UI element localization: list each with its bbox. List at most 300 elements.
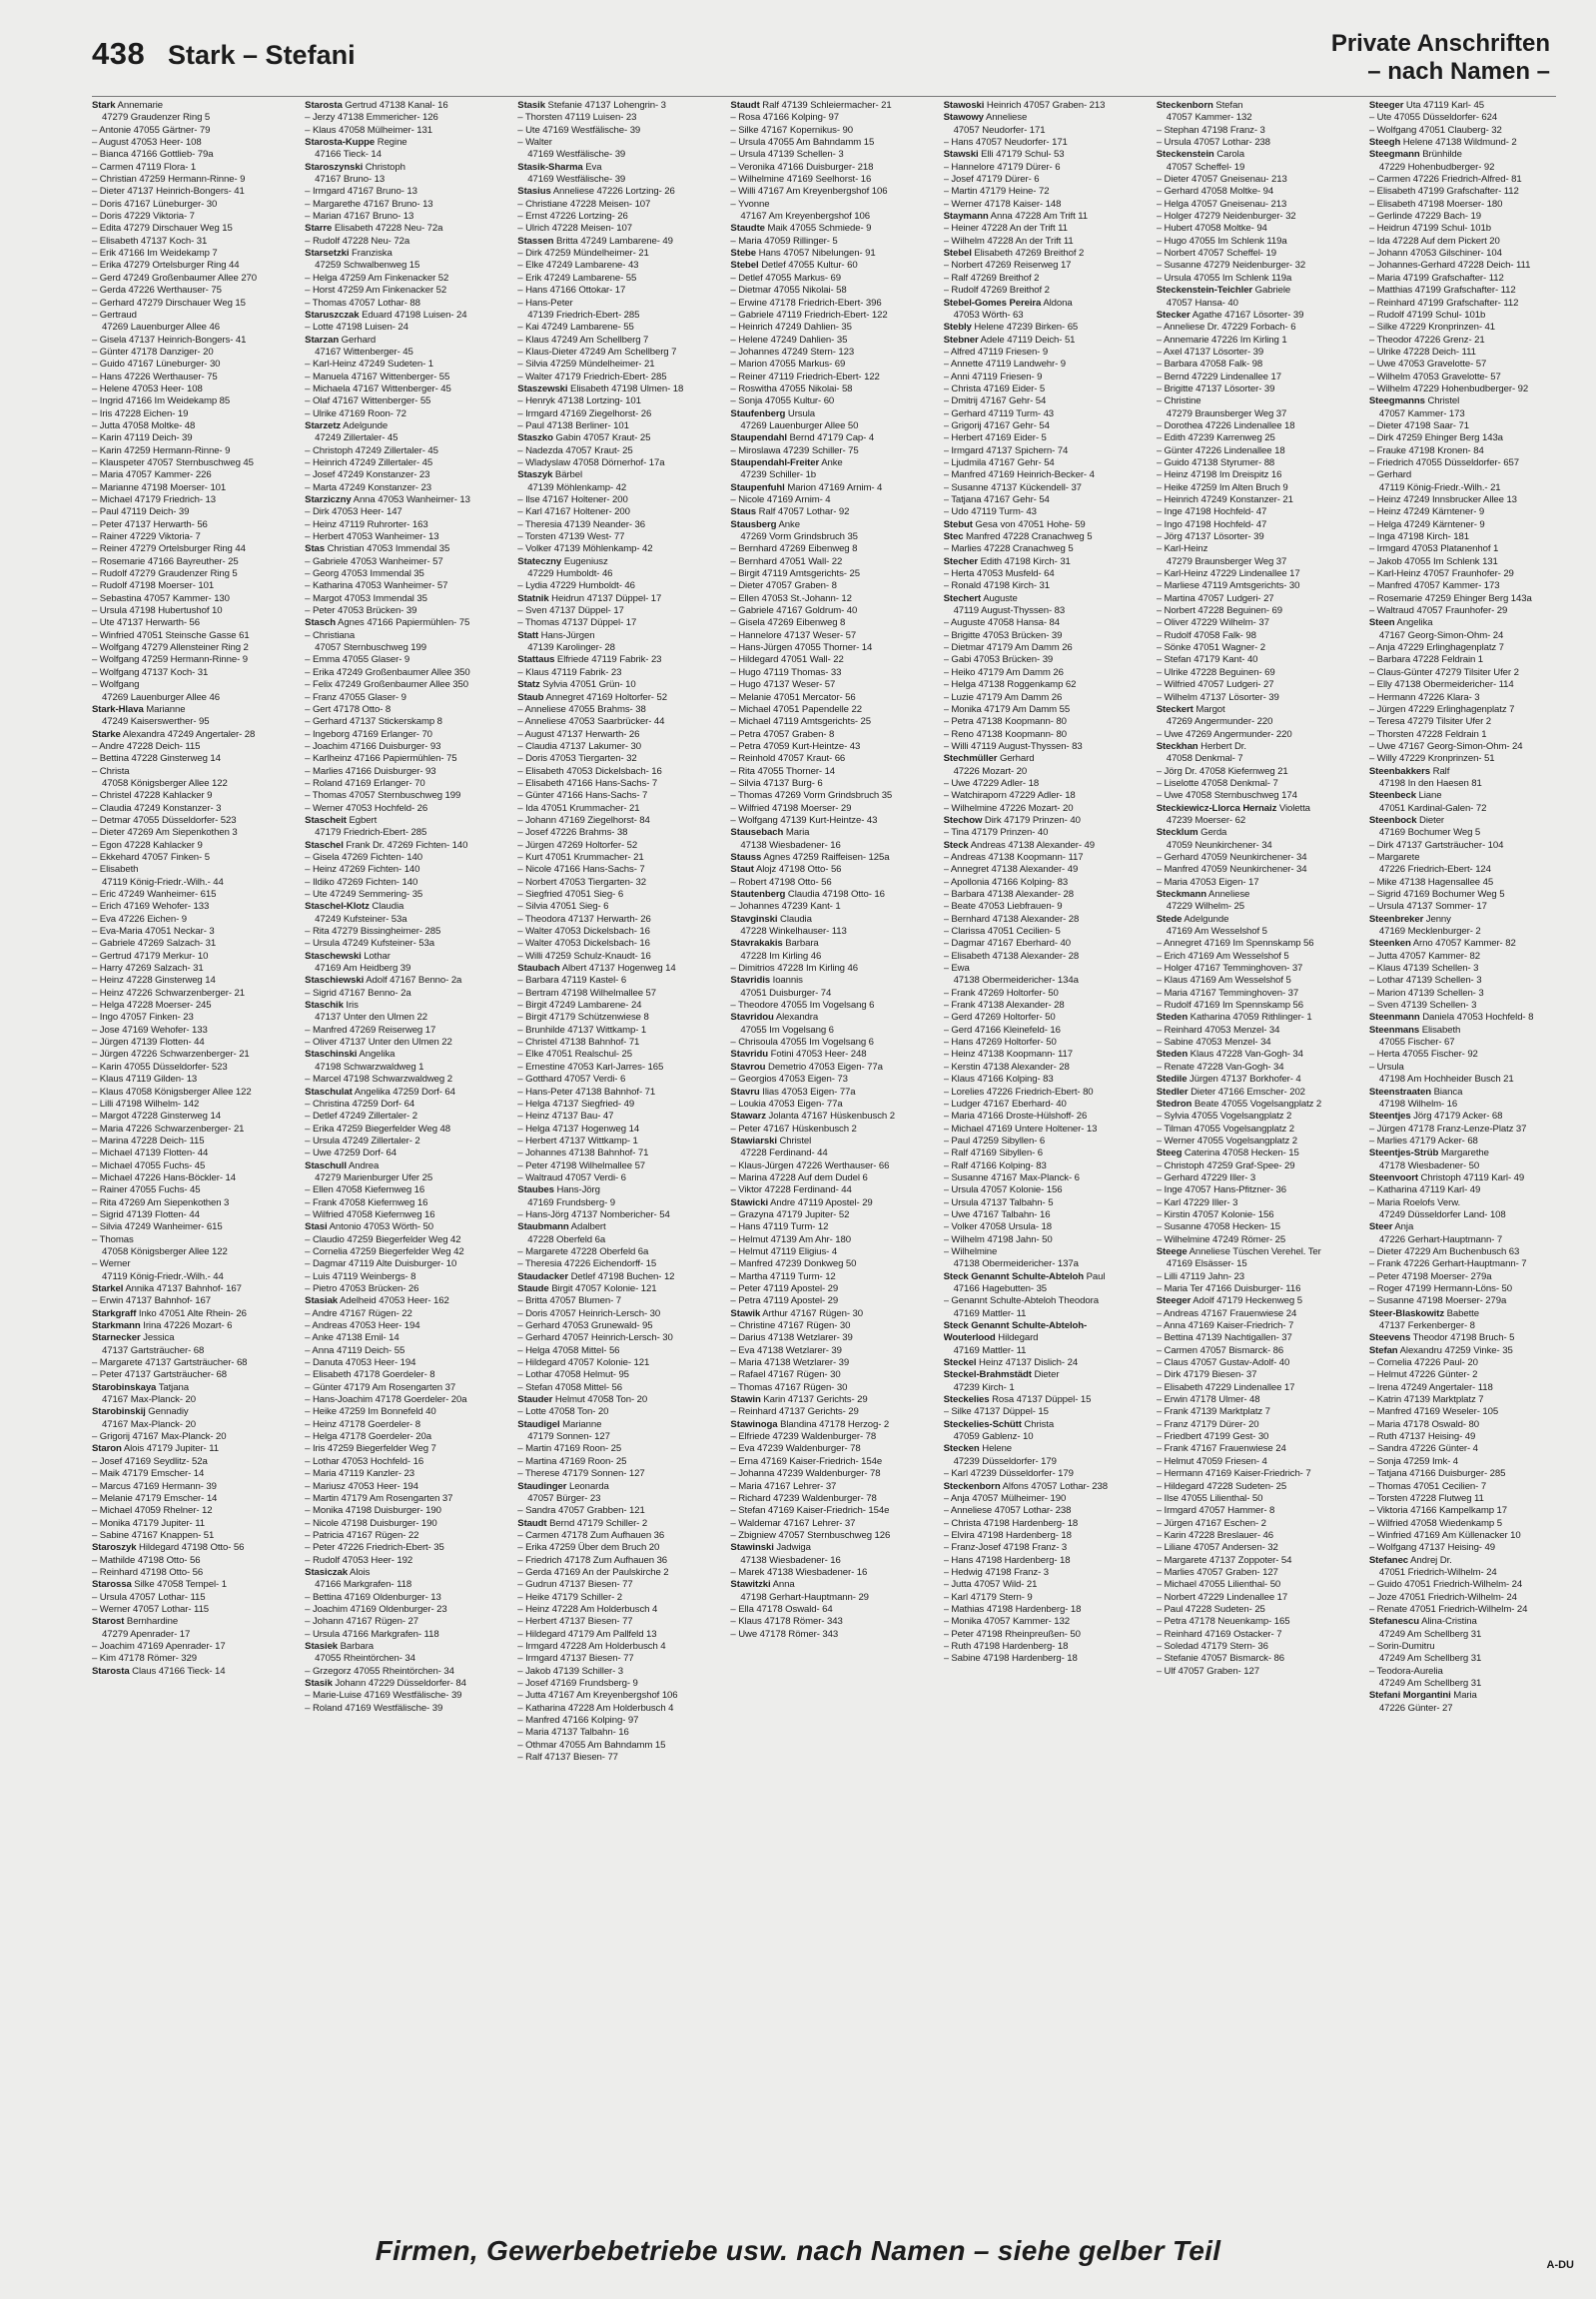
listing-entry	[730, 704, 937, 716]
listing-entry	[92, 1604, 299, 1616]
listing-text: – Anneliese 47057 Lothar- 238	[943, 1505, 1072, 1517]
listing-text: – Uwe 47053 Gravelotte- 57	[1368, 359, 1487, 371]
listing-entry	[730, 716, 937, 728]
listing-text: – Andre 47228 Deich- 115	[92, 740, 201, 752]
listing-entry	[92, 642, 299, 654]
listing-text: – Ingeborg 47169 Erlanger- 70	[305, 728, 432, 740]
listing-text: – Ursula 47139 Schellen- 3	[730, 149, 844, 161]
listing-text: 47198 Am Hochheider Busch 21	[1378, 1074, 1514, 1086]
listing-text: – Gerd 47269 Holtorfer- 50	[943, 1012, 1056, 1024]
listing-text: – Ursula	[1368, 1061, 1404, 1073]
surname-entry	[517, 1419, 724, 1431]
listing-entry	[517, 1000, 724, 1012]
listing-entry	[92, 692, 299, 704]
listing-text: – Michael 47226 Hans-Böckler- 14	[92, 1171, 236, 1183]
surname: Starke	[92, 728, 121, 740]
listing-text: – Ronald 47198 Kirch- 31	[943, 580, 1050, 592]
listing-entry	[944, 852, 1151, 864]
surname-entry	[517, 383, 724, 395]
listing-entry	[517, 568, 724, 580]
listing-entry	[517, 901, 724, 913]
listing-text: – Erna 47169 Kaiser-Friedrich- 154e	[730, 1455, 883, 1467]
surname: Stefanec	[1368, 1554, 1409, 1566]
listing-entry	[517, 864, 724, 876]
listing-text: – Mathias 47198 Hardenberg- 18	[943, 1603, 1082, 1615]
listing-text: Antonio 47053 Wörth- 50	[327, 1221, 433, 1233]
listing-text: – Maria Roelofs Verw.	[1368, 1196, 1461, 1208]
listing-entry	[1369, 692, 1576, 704]
listing-entry	[730, 174, 937, 186]
listing-entry	[944, 137, 1151, 149]
listing-entry	[92, 1234, 299, 1246]
listing-entry	[944, 408, 1151, 420]
listing-entry	[305, 199, 511, 211]
listing-text: Ralf	[1430, 765, 1450, 777]
surname: Steckiewicz-Llorca Hernaiz	[1156, 802, 1277, 814]
listing-entry	[92, 1431, 299, 1443]
listing-text: – Soledad 47179 Stern- 36	[1156, 1640, 1268, 1652]
listing-text: – Brunhilde 47137 Wittkamp- 1	[517, 1024, 647, 1036]
listing-text: – Martina 47169 Roon- 25	[517, 1455, 627, 1467]
listing-text: – Marlies 47057 Graben- 127	[1156, 1566, 1278, 1578]
listing-entry	[92, 125, 299, 137]
listing-entry	[1157, 568, 1363, 580]
listing-text: – Dirk 47259 Mündelheimer- 21	[517, 248, 649, 260]
listing-entry	[92, 482, 299, 494]
listing-entry	[305, 372, 511, 383]
listing-entry	[92, 593, 299, 605]
surname-entry	[305, 137, 511, 149]
surname-entry	[1369, 766, 1576, 778]
listing-text: – Elly 47138 Obermeidericher- 114	[1368, 679, 1514, 691]
surname-entry	[1157, 827, 1363, 839]
listing-text: – Peter 47053 Brücken- 39	[305, 605, 417, 617]
listing-entry	[92, 236, 299, 248]
listing-text: – Mathilde 47198 Otto- 56	[92, 1554, 201, 1566]
listing-text: Alexandra 47249 Angertaler- 28	[120, 728, 256, 740]
listing-entry	[1369, 174, 1576, 186]
surname: Stavridu	[730, 1049, 769, 1061]
listing-text: Elisabeth 47228 Neu- 72a	[332, 223, 443, 235]
listing-entry	[517, 1160, 724, 1172]
listing-text: 47198 In den Haesen 81	[1378, 777, 1482, 789]
listing-text: – Doris 47057 Heinrich-Lersch- 30	[517, 1307, 661, 1319]
listing-text: – Karin 47119 Deich- 39	[92, 432, 193, 444]
listing-text: – Maria 47167 Lehrer- 37	[730, 1480, 837, 1492]
listing-entry	[305, 1592, 511, 1604]
listing-text: Christa	[1021, 1418, 1055, 1430]
listing-entry	[517, 1456, 724, 1468]
listing-text: – Wolfgang	[92, 679, 140, 691]
surname-entry	[1157, 1246, 1363, 1258]
listing-entry	[92, 137, 299, 149]
listing-text: Jolanta 47167 Hüskenbusch 2	[765, 1111, 895, 1123]
surname-entry	[305, 815, 511, 827]
listing-text: – Theresia 47139 Neander- 36	[517, 518, 645, 530]
listing-entry	[944, 1567, 1151, 1579]
listing-text: 47059 Gablenz- 10	[953, 1431, 1034, 1443]
listing-entry	[92, 1369, 299, 1381]
listing-text: – Karl 47167 Holtener- 200	[517, 506, 630, 518]
listing-text: – August 47053 Heer- 108	[92, 137, 202, 149]
listing-text: – Miroslawa 47239 Schiller- 75	[730, 444, 859, 456]
listing-text: – Ulrike 47228 Beguinen- 69	[1156, 666, 1275, 678]
listing-text: Helmut 47058 Ton- 20	[552, 1394, 648, 1406]
listing-entry	[730, 988, 937, 1000]
listing-entry	[1369, 901, 1576, 913]
listing-entry	[517, 372, 724, 383]
listing-entry	[517, 1025, 724, 1037]
listing-entry	[305, 531, 511, 543]
listing-text: – Maria 47138 Wetzlarer- 39	[730, 1357, 850, 1369]
listing-entry	[305, 864, 511, 876]
listing-entry	[1369, 1062, 1576, 1074]
surname-entry	[730, 864, 937, 876]
surname: Steckelies	[943, 1394, 990, 1406]
surname: Staudt	[730, 100, 760, 111]
listing-entry	[944, 420, 1151, 432]
listing-entry	[305, 1074, 511, 1086]
listing-entry	[730, 729, 937, 741]
surname: Stechow	[943, 814, 983, 826]
listing-entry	[944, 1258, 1151, 1270]
listing-entry	[1369, 951, 1576, 963]
listing-text: – Werner 47053 Hochfeld- 26	[305, 802, 428, 814]
listing-text: 47249 Am Schellberg 31	[1378, 1628, 1482, 1640]
listing-entry	[517, 273, 724, 285]
listing-text: Eugeniusz	[561, 555, 608, 567]
listing-entry	[1157, 1431, 1363, 1443]
surname: Stattaus	[517, 654, 555, 666]
listing-entry	[517, 704, 724, 716]
listing-text: – Nadezda 47057 Kraut- 25	[517, 444, 633, 456]
listing-text: – Norbert 47229 Lindenallee 17	[1156, 1591, 1288, 1603]
listing-entry	[944, 951, 1151, 963]
listing-text: – Christiana	[305, 629, 356, 641]
surname-entry	[517, 963, 724, 975]
listing-text: – Jürgen 47139 Flotten- 44	[92, 1037, 205, 1049]
listing-text: – Monika 47057 Kammer- 132	[943, 1616, 1071, 1628]
listing-entry	[1369, 1000, 1576, 1012]
listing-entry	[1157, 1592, 1363, 1604]
listing-entry	[944, 1087, 1151, 1099]
listing-entry	[1369, 186, 1576, 198]
listing-text: Irina 47226 Mozart- 6	[140, 1320, 233, 1332]
listing-text: – Melanie 47179 Emscher- 14	[92, 1492, 218, 1504]
listing-text: – Dieter 47057 Graben- 8	[730, 580, 837, 592]
listing-entry	[944, 1308, 1151, 1320]
listing-entry	[305, 692, 511, 704]
listing-entry	[1369, 322, 1576, 334]
listing-entry	[730, 494, 937, 506]
listing-text: – Waldemar 47167 Lehrer- 37	[730, 1517, 856, 1529]
listing-entry	[305, 988, 511, 1000]
listing-text: – Renate 47228 Van-Gogh- 34	[1156, 1061, 1284, 1073]
surname-entry	[944, 112, 1151, 124]
listing-entry	[944, 1025, 1151, 1037]
surname-entry	[305, 840, 511, 852]
listing-entry	[1157, 162, 1363, 174]
listing-entry	[92, 963, 299, 975]
listing-text: – Gudrun 47137 Biesen- 77	[517, 1579, 633, 1591]
listing-entry	[517, 840, 724, 852]
listing-text: – Iris 47259 Biegerfelder Weg 7	[305, 1443, 436, 1455]
surname-entry	[517, 1184, 724, 1196]
listing-text: – Silvia 47051 Sieg- 6	[517, 901, 609, 913]
listing-entry	[305, 1012, 511, 1024]
listing-entry	[517, 248, 724, 260]
listing-text: – Irmgard 47137 Spichern- 74	[943, 444, 1069, 456]
listing-text: – Joachim 47169 Apenrader- 17	[92, 1640, 226, 1652]
listing-entry	[730, 1258, 937, 1270]
listing-text: – Ralf 47137 Biesen- 77	[517, 1752, 618, 1764]
listing-entry	[944, 1160, 1151, 1172]
listing-text: – Bianca 47166 Gottlieb- 79a	[92, 149, 214, 161]
listing-text: – Michael 47055 Fuchs- 45	[92, 1159, 206, 1171]
listing-text: – Klaus 47058 Mülheimer- 131	[305, 124, 432, 136]
listing-text: – Irmgard 47057 Hammer- 8	[1156, 1505, 1275, 1517]
listing-entry	[517, 1369, 724, 1381]
listing-text: – Karl 47239 Düsseldorfer- 179	[943, 1468, 1074, 1480]
listing-text: – Jürgen 47229 Erlinghagenplatz 7	[1368, 703, 1515, 715]
listing-text: 47169 Am Heidberg 39	[315, 963, 411, 975]
listing-text: Arno 47057 Kammer- 82	[1410, 938, 1516, 950]
listing-entry	[944, 568, 1151, 580]
surname: Statz	[517, 679, 540, 691]
listing-text: – Guido 47167 Lüneburger- 30	[92, 359, 221, 371]
listing-entry	[730, 1234, 937, 1246]
surname: Steentjes	[1368, 1111, 1411, 1123]
listing-entry	[944, 1604, 1151, 1616]
listing-text: – Franz-Josef 47198 Franz- 3	[943, 1542, 1068, 1554]
surname-entry	[305, 310, 511, 322]
surname-entry	[1369, 1332, 1576, 1344]
listing-text: 47167 Wittenberger- 45	[315, 346, 413, 358]
listing-entry	[1369, 199, 1576, 211]
listing-text: – Anneliese 47055 Brahms- 38	[517, 703, 646, 715]
listing-entry	[944, 1295, 1151, 1307]
listing-text: – Josef 47249 Konstanzer- 23	[305, 469, 430, 481]
listing-text: – Jörg 47137 Lösorter- 39	[1156, 531, 1264, 543]
listing-text: – Hedwig 47198 Franz- 3	[943, 1566, 1049, 1578]
listing-entry	[92, 248, 299, 260]
listing-text: – Ursula 47249 Zillertaler- 2	[305, 1135, 420, 1147]
listing-text: – Günter 47179 Am Rosengarten 37	[305, 1381, 456, 1393]
listing-entry	[944, 827, 1151, 839]
listing-text: – Christian 47259 Hermann-Rinne- 9	[92, 174, 246, 186]
listing-text: – Gerhard 47119 Turm- 43	[943, 407, 1055, 419]
surname-entry	[517, 236, 724, 248]
listing-text: – Tatjana 47166 Duisburger- 285	[1368, 1468, 1506, 1480]
listing-text: – Gisela 47269 Eibenweg 8	[730, 617, 846, 629]
surname-entry	[517, 1271, 724, 1283]
listing-entry	[1369, 1074, 1576, 1086]
listing-entry	[1157, 445, 1363, 457]
listing-entry	[1157, 778, 1363, 790]
listing-entry	[730, 1431, 937, 1443]
listing-entry	[305, 359, 511, 371]
listing-entry	[517, 1431, 724, 1443]
listing-text: – Gabriele 47119 Friedrich-Ebert- 122	[730, 309, 888, 321]
listing-text: – Marianne 47198 Moerser- 101	[92, 481, 227, 493]
listing-text: – Sven 47139 Schellen- 3	[1368, 1000, 1477, 1012]
listing-entry	[944, 359, 1151, 371]
listing-entry	[944, 1234, 1151, 1246]
listing-text: – Wilhelmine 47249 Römer- 25	[1156, 1233, 1286, 1245]
listing-entry	[944, 914, 1151, 926]
listing-entry	[92, 457, 299, 469]
listing-entry	[1369, 593, 1576, 605]
listing-entry	[305, 469, 511, 481]
surname-entry	[517, 593, 724, 605]
listing-entry	[92, 1592, 299, 1604]
listing-entry	[1157, 1184, 1363, 1196]
listing-entry	[944, 1074, 1151, 1086]
listing-text: Iris	[343, 1000, 359, 1012]
listing-text: – Torsten 47139 West- 77	[517, 531, 625, 543]
listing-entry	[1157, 1320, 1363, 1332]
listing-entry	[1157, 901, 1363, 913]
listing-text: – Ernst 47226 Lortzing- 26	[517, 211, 628, 223]
surname-entry	[1369, 137, 1576, 149]
listing-text: – Heinz 47198 Im Dreispitz 16	[1156, 469, 1282, 481]
listing-entry	[305, 1443, 511, 1455]
listing-text: Annemarie	[115, 100, 164, 111]
listing-entry	[1369, 1369, 1576, 1381]
listing-entry	[517, 1062, 724, 1074]
listing-entry	[92, 988, 299, 1000]
listing-entry	[1369, 1246, 1576, 1258]
listing-entry	[305, 827, 511, 839]
listing-entry	[1157, 766, 1363, 778]
listing-text: – Peter 47119 Apostel- 29	[730, 1283, 839, 1294]
surname: Staschewski	[305, 950, 362, 962]
surname: Starkel	[92, 1283, 124, 1294]
listing-text: 47055 Fischer- 67	[1378, 1037, 1455, 1049]
listing-entry	[305, 149, 511, 161]
listing-text: – Wolfgang 47279 Allensteiner Ring 2	[92, 642, 249, 654]
listing-entry	[92, 1025, 299, 1037]
surname: Starobinskaya	[92, 1381, 157, 1393]
listing-entry	[92, 395, 299, 407]
listing-text: Daniela 47053 Hochfeld- 8	[1419, 1012, 1534, 1024]
listing-entry	[517, 335, 724, 347]
listing-entry	[517, 741, 724, 753]
listing-text: – Margarete 47137 Gartsträucher- 68	[92, 1357, 248, 1369]
surname: Stedron	[1156, 1098, 1193, 1110]
listing-text: – Günter 47178 Danziger- 20	[92, 346, 214, 358]
listing-text: – Werner 47055 Vogelsangplatz 2	[1156, 1135, 1297, 1147]
listing-entry	[92, 1295, 299, 1307]
listing-text: Jenny	[1423, 913, 1451, 925]
listing-text: – Maria 47199 Grafschafter- 112	[1368, 272, 1504, 284]
listing-entry	[305, 556, 511, 568]
listing-text: – Peter 47226 Friedrich-Ebert- 35	[305, 1542, 444, 1554]
listing-text: 47169 Frundsberg- 9	[527, 1196, 615, 1208]
listing-entry	[1369, 1209, 1576, 1221]
listing-entry	[517, 112, 724, 124]
surname-entry	[730, 1308, 937, 1320]
listing-text: – Uwe 47269 Angermunder- 220	[1156, 728, 1292, 740]
listing-entry	[305, 778, 511, 790]
listing-text: – Katharina 47053 Wanheimer- 57	[305, 580, 448, 592]
listing-entry	[305, 1062, 511, 1074]
listing-entry	[1369, 1320, 1576, 1332]
listing-text: Anna 47228 Am Trift 11	[988, 211, 1089, 223]
surname-entry	[944, 1357, 1151, 1369]
surname-entry	[944, 335, 1151, 347]
surname: Staubmann	[517, 1221, 569, 1233]
listing-text: – Lotte 47058 Ton- 20	[517, 1406, 609, 1418]
listing-text: – Birgit 47179 Schützenwiese 8	[517, 1012, 649, 1024]
surname: Steckel	[943, 1357, 977, 1369]
listing-entry	[1369, 260, 1576, 272]
listing-entry	[1369, 383, 1576, 395]
listing-text: Gabriele	[1252, 285, 1291, 297]
listing-text: – Elke 47249 Lambarene- 43	[517, 260, 639, 272]
listing-text: – Ute 47137 Herwarth- 56	[92, 617, 200, 629]
surname: Stavridis	[730, 975, 771, 987]
listing-entry	[305, 1258, 511, 1270]
listing-entry	[92, 877, 299, 889]
listing-entry	[517, 951, 724, 963]
listing-text: – Sabine 47198 Hardenberg- 18	[943, 1653, 1078, 1665]
listing-text: – Edith 47239 Karrenweg 25	[1156, 432, 1275, 444]
listing-entry	[1369, 372, 1576, 383]
listing-entry	[1369, 1419, 1576, 1431]
listing-text: – Hans-Jürgen 47055 Thorner- 14	[730, 642, 873, 654]
surname-entry	[730, 827, 937, 839]
listing-text: 47051 Kardinal-Galen- 72	[1378, 802, 1487, 814]
listing-entry	[730, 531, 937, 543]
listing-text: – Heiner 47228 An der Trift 11	[943, 223, 1068, 235]
surname-entry	[730, 1419, 937, 1431]
listing-text: Gabin 47057 Kraut- 25	[552, 432, 651, 444]
listing-text: 47053 Wörth- 63	[953, 309, 1024, 321]
listing-entry	[92, 901, 299, 913]
listing-text: Demetrio 47053 Eigen- 77a	[765, 1061, 883, 1073]
listing-entry	[517, 1579, 724, 1591]
listing-text: – Ekkehard 47057 Finken- 5	[92, 851, 210, 863]
listing-entry	[944, 125, 1151, 137]
listing-text: – Mike 47138 Hagensallee 45	[1368, 876, 1494, 888]
listing-text: – Christiane 47228 Meisen- 107	[517, 198, 651, 210]
surname-entry	[730, 1394, 937, 1406]
listing-text: – Viktor 47228 Ferdinand- 44	[730, 1184, 852, 1196]
listing-entry	[92, 679, 299, 691]
listing-text: – Martin 47179 Am Rosengarten 37	[305, 1492, 453, 1504]
listing-entry	[944, 1641, 1151, 1653]
listing-text: – Klaus-Dieter 47249 Am Schellberg 7	[517, 346, 677, 358]
listing-text: – Michael 47179 Friedrich- 13	[92, 494, 217, 505]
listing-entry	[944, 1124, 1151, 1136]
listing-entry	[517, 1555, 724, 1567]
listing-entry	[92, 1136, 299, 1148]
listing-text: – Annegret 47138 Alexander- 49	[943, 864, 1079, 876]
listing-text: – Ljudmila 47167 Gehr- 54	[943, 456, 1055, 468]
surname-entry	[92, 1382, 299, 1394]
listing-entry	[305, 852, 511, 864]
listing-entry	[1369, 1641, 1576, 1653]
listing-text: – Gotthard 47057 Verdi- 6	[517, 1074, 626, 1086]
listing-text: – Clarissa 47051 Cecilien- 5	[943, 926, 1061, 938]
listing-text: – Karlheinz 47166 Papiermühlen- 75	[305, 753, 457, 765]
surname: Stavrakakis	[730, 938, 783, 950]
listing-entry	[92, 914, 299, 926]
listing-text: – Manfred 47269 Reiserweg 17	[305, 1024, 436, 1036]
listing-text: – Nicole 47166 Hans-Sachs- 7	[517, 864, 645, 876]
surname: Steckelies-Schütt	[943, 1418, 1022, 1430]
